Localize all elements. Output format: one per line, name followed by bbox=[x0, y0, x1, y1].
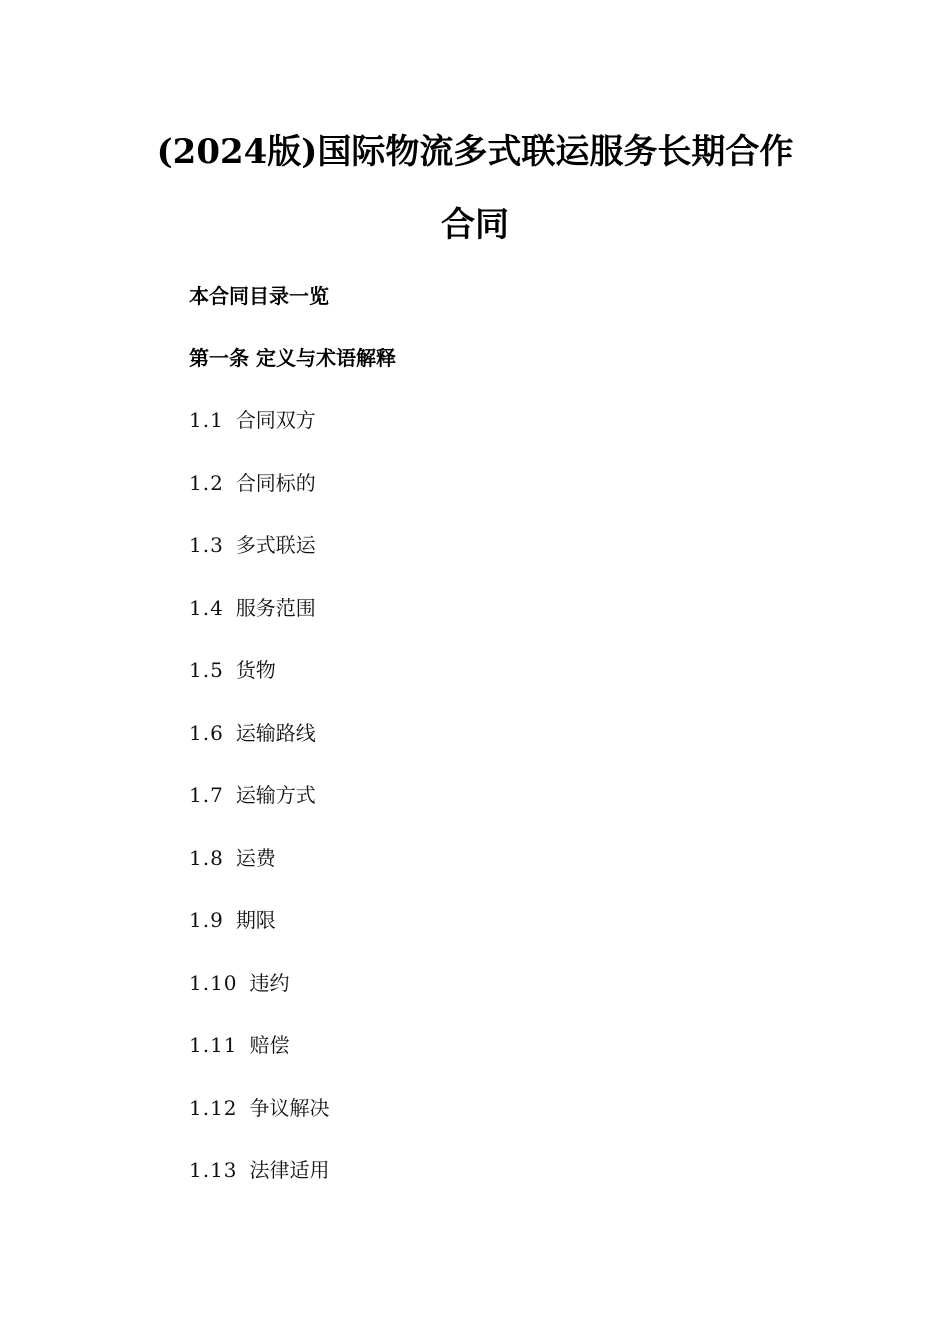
toc-item-label: 服务范围 bbox=[235, 596, 316, 620]
toc-item-number: 1.5 bbox=[189, 658, 224, 682]
article-1-heading: 第一条 定义与术语解释 bbox=[189, 346, 396, 370]
toc-item-label: 多式联运 bbox=[235, 533, 316, 557]
toc-item bbox=[189, 844, 276, 872]
toc-item-label: 期限 bbox=[235, 908, 276, 932]
toc-item-label: 运输路线 bbox=[235, 721, 316, 745]
toc-item-label: 运输方式 bbox=[235, 783, 316, 807]
toc-item-number: 1.13 bbox=[189, 1158, 238, 1182]
toc-item-number: 1.2 bbox=[189, 471, 224, 495]
toc-item bbox=[189, 531, 316, 559]
toc-item-label: 争议解决 bbox=[249, 1096, 330, 1120]
document-title-line-1: (2024版)国际物流多式联运服务长期合作 bbox=[156, 132, 794, 172]
toc-item-label: 运费 bbox=[235, 846, 276, 870]
toc-item bbox=[189, 469, 316, 497]
toc-item-label: 货物 bbox=[235, 658, 276, 682]
toc-item-number: 1.12 bbox=[189, 1096, 238, 1120]
toc-item bbox=[189, 1031, 290, 1059]
toc-item bbox=[189, 781, 316, 809]
toc-item-number: 1.10 bbox=[189, 971, 238, 995]
toc-item-number: 1.7 bbox=[189, 783, 224, 807]
toc-item-number: 1.8 bbox=[189, 846, 224, 870]
toc-item-label: 合同双方 bbox=[235, 408, 316, 432]
toc-item-number: 1.9 bbox=[189, 908, 224, 932]
toc-item bbox=[189, 406, 316, 434]
toc-item-number: 1.11 bbox=[189, 1033, 238, 1057]
toc-item-label: 合同标的 bbox=[235, 471, 316, 495]
toc-item-label: 赔偿 bbox=[249, 1033, 290, 1057]
toc-item-label: 法律适用 bbox=[249, 1158, 330, 1182]
toc-heading: 本合同目录一览 bbox=[189, 284, 329, 308]
toc-item bbox=[189, 656, 276, 684]
document-title-line-2: 合同 bbox=[441, 205, 509, 245]
toc-item-number: 1.1 bbox=[189, 408, 224, 432]
toc-item bbox=[189, 719, 316, 747]
toc-item bbox=[189, 594, 316, 622]
toc-item-label: 违约 bbox=[249, 971, 290, 995]
toc-item-number: 1.6 bbox=[189, 721, 224, 745]
toc-item-number: 1.4 bbox=[189, 596, 224, 620]
toc-item bbox=[189, 969, 290, 997]
toc-item bbox=[189, 1156, 330, 1184]
toc-item-number: 1.3 bbox=[189, 533, 224, 557]
toc-item bbox=[189, 906, 276, 934]
toc-item bbox=[189, 1094, 330, 1122]
